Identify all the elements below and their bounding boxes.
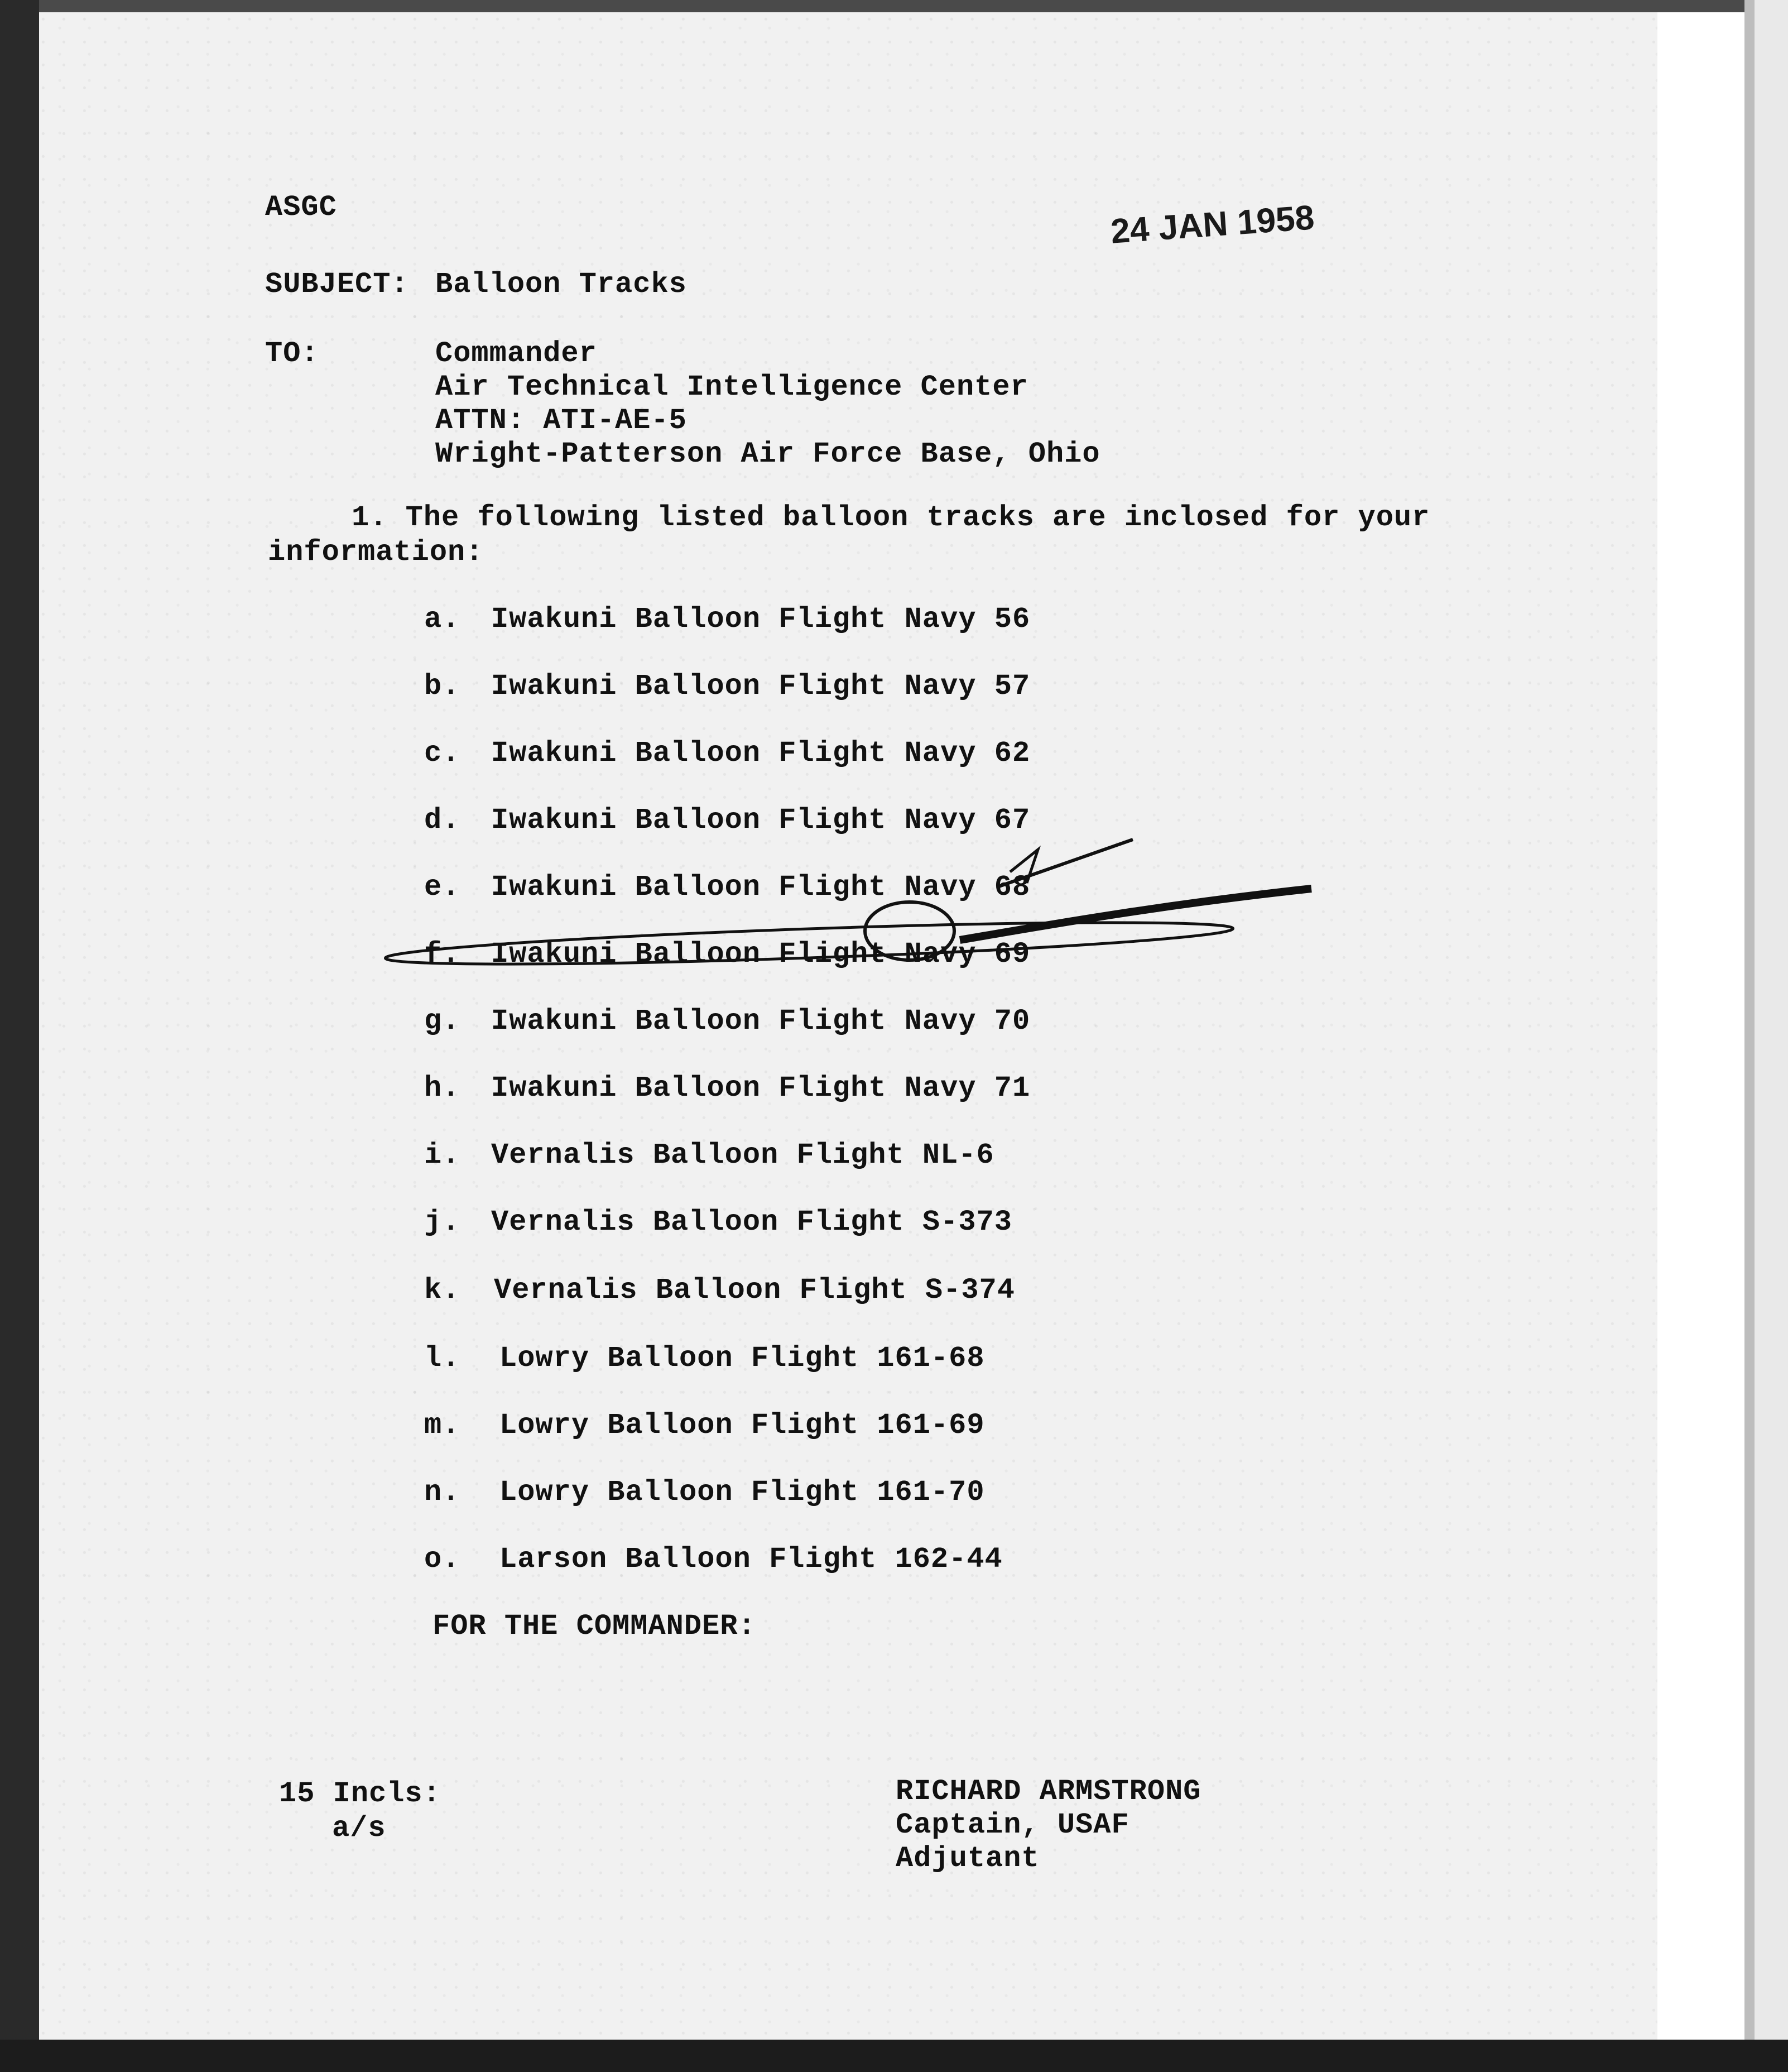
list-item-text: Iwakuni Balloon Flight Navy 71 (491, 1072, 1031, 1105)
signer-name: RICHARD ARMSTRONG (896, 1775, 1201, 1808)
list-item-letter: g. (424, 1005, 460, 1038)
list-item-text: Iwakuni Balloon Flight Navy 57 (491, 670, 1031, 703)
list-item-text: Iwakuni Balloon Flight Navy 56 (491, 603, 1031, 636)
scan-edge-top (0, 0, 1788, 12)
scan-edge-right (1744, 0, 1788, 2072)
list-item-text: Vernalis Balloon Flight NL-6 (491, 1139, 994, 1172)
list-item-text: Iwakuni Balloon Flight Navy 68 (491, 871, 1031, 904)
signer-title: Adjutant (896, 1842, 1040, 1875)
address-line: Wright-Patterson Air Force Base, Ohio (435, 438, 1100, 471)
list-item-text: Vernalis Balloon Flight S-373 (491, 1206, 1012, 1239)
list-item-text: Iwakuni Balloon Flight Navy 69 (491, 938, 1031, 971)
list-item-letter: o. (424, 1543, 460, 1576)
list-item-letter: n. (424, 1476, 460, 1509)
list-item-text: Iwakuni Balloon Flight Navy 67 (491, 804, 1031, 837)
list-item-text: Larson Balloon Flight 162-44 (499, 1543, 1003, 1576)
list-item-letter: d. (424, 804, 460, 837)
scan-edge-left (0, 0, 39, 2072)
inclosures-count: 15 Incls: (279, 1777, 441, 1810)
address-line: ATTN: ATI-AE-5 (435, 404, 687, 437)
list-item-letter: a. (424, 603, 460, 636)
paragraph-1-line-2: information: (268, 536, 484, 569)
list-item-letter: k. (424, 1274, 460, 1307)
circle-mark (865, 902, 954, 960)
list-item-letter: m. (424, 1409, 460, 1442)
subject-label: SUBJECT: (265, 268, 409, 301)
list-item-text: Iwakuni Balloon Flight Navy 70 (491, 1005, 1031, 1038)
list-item-letter: l. (424, 1342, 460, 1375)
scan-edge-bottom (0, 2040, 1788, 2072)
to-label: TO: (265, 337, 319, 370)
list-item-letter: f. (424, 938, 460, 971)
handwritten-annotation (39, 12, 1657, 2040)
list-item-letter: b. (424, 670, 460, 703)
list-item-text: Iwakuni Balloon Flight Navy 62 (491, 737, 1031, 770)
inclosures-note: a/s (332, 1812, 386, 1845)
list-item-text: Vernalis Balloon Flight S-374 (494, 1274, 1015, 1307)
list-item-letter: h. (424, 1072, 460, 1105)
pen-stroke (960, 889, 1311, 940)
for-the-commander: FOR THE COMMANDER: (432, 1610, 756, 1643)
list-item-letter: i. (424, 1139, 460, 1172)
list-item-letter: j. (424, 1206, 460, 1239)
date-stamp: 24 JAN 1958 (1109, 198, 1316, 251)
address-line: Air Technical Intelligence Center (435, 371, 1028, 404)
signer-rank: Captain, USAF (896, 1809, 1129, 1841)
list-item-letter: e. (424, 871, 460, 904)
document-page (39, 12, 1657, 2040)
list-item-letter: c. (424, 737, 460, 770)
circle-mark (385, 914, 1234, 972)
office-symbol: ASGC (265, 191, 337, 224)
list-item-text: Lowry Balloon Flight 161-68 (499, 1342, 985, 1375)
list-item-text: Lowry Balloon Flight 161-70 (499, 1476, 985, 1509)
paragraph-1-line-1: 1. The following listed balloon tracks are inclosed for your (352, 501, 1430, 534)
list-item-text: Lowry Balloon Flight 161-69 (499, 1409, 985, 1442)
address-line: Commander (435, 337, 597, 370)
subject-text: Balloon Tracks (435, 268, 687, 301)
